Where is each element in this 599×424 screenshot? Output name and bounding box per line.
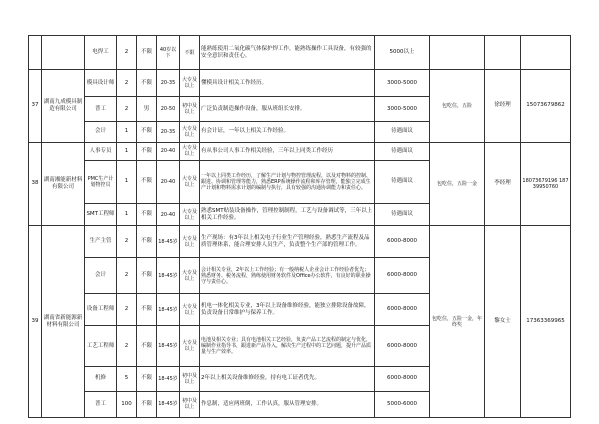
duty-cell: 能熟练使用二氧化碳气体保护焊工作，能熟练操作工具设备，有较强的安全意识和责任心。 — [200, 36, 375, 70]
salary-cell: 6000-8000 — [375, 226, 430, 258]
salary-cell: 6000-8000 — [375, 326, 430, 367]
company-no-cell: 38 — [29, 142, 42, 226]
gender-cell: 不限 — [137, 391, 157, 417]
edu-cell: 大专及以上 — [180, 258, 200, 294]
company-name-cell: 湖南省新能源新材料有限公司 — [42, 226, 85, 418]
duty-cell: 2年以上相关设备维修经验，持有电工证者优先。 — [200, 366, 375, 391]
edu-cell: 大专及以上 — [180, 70, 200, 97]
count-cell: 2 — [117, 70, 137, 97]
gender-cell: 不限 — [137, 70, 157, 97]
post-cell: 生产主管 — [85, 226, 117, 258]
company-no-cell: 37 — [29, 70, 42, 143]
salary-cell: 待遇面议 — [375, 160, 430, 203]
count-cell: 2 — [117, 294, 137, 326]
edu-cell: 初中及以上 — [180, 366, 200, 391]
count-cell: 1 — [117, 122, 137, 142]
gender-cell: 不限 — [137, 203, 157, 226]
salary-cell: 6000-8000 — [375, 258, 430, 294]
edu-cell: 初中及以上 — [180, 391, 200, 417]
post-cell: 普工 — [85, 391, 117, 417]
gender-cell: 不限 — [137, 326, 157, 367]
table-row — [29, 226, 571, 258]
gender-cell: 不限 — [137, 226, 157, 258]
edu-cell: 大专及以上 — [180, 294, 200, 326]
duty-cell: 生产现场：有3年以上相关电子行业生产管理经验，熟悉生产流程及品质管理体系，能合理安排人员生产，负责整个生产部的管理工作。 — [200, 226, 375, 258]
count-cell: 2 — [117, 36, 137, 70]
age-cell: 20-40 — [157, 203, 180, 226]
duty-cell: 有从事公司人事工作相关经验，三年以上同类工作经历 — [200, 142, 375, 160]
age-cell: 20-35 — [157, 122, 180, 142]
contact-cell: 徐经理 — [485, 70, 521, 143]
gender-cell: 男 — [137, 97, 157, 122]
phone-cell: 18073679196 18739950760 — [521, 142, 571, 226]
salary-cell: 6000-8000 — [375, 294, 430, 326]
post-cell: PMC生产计划物控员 — [85, 160, 117, 203]
count-cell: 100 — [117, 391, 137, 417]
post-cell: 会计 — [85, 258, 117, 294]
age-cell: 18-45岁 — [157, 226, 180, 258]
company-no-cell: 39 — [29, 226, 42, 418]
edu-cell: 大专及以上 — [180, 226, 200, 258]
gender-cell: 不限 — [137, 160, 157, 203]
count-cell: 2 — [117, 226, 137, 258]
phone-cell: 15073679862 — [521, 70, 571, 143]
count-cell: 5 — [117, 366, 137, 391]
age-cell: 18-45岁 — [157, 258, 180, 294]
post-cell: 工艺工程师 — [85, 326, 117, 367]
duty-cell: 电池及相关专业；具有电池相关工艺经验，负责产品工艺流程的制定与优化，编制作业指导书，跟进新产品导入，解决生产过程中的工艺问题，提升产品质量与生产效率。 — [200, 326, 375, 367]
age-cell: 20-50 — [157, 97, 180, 122]
salary-cell: 3000-5000 — [375, 70, 430, 97]
post-cell: 普工 — [85, 97, 117, 122]
table-row — [29, 142, 571, 160]
company-name-cell: 湖南湘能新材料有限公司 — [42, 142, 85, 226]
post-cell: 设备工程师 — [85, 294, 117, 326]
edu-cell: 大专及以上 — [180, 160, 200, 203]
age-cell: 18-45岁 — [157, 391, 180, 417]
age-cell: 18-45岁 — [157, 294, 180, 326]
salary-cell: 待遇面议 — [375, 122, 430, 142]
gender-cell: 不限 — [137, 36, 157, 70]
table-row — [29, 70, 571, 97]
benefit-cell: 包吃住，五险一金，年终奖 — [430, 226, 485, 418]
duty-cell: 作息制，适应两班倒，工作认真，服从管理安排。 — [200, 391, 375, 417]
gender-cell: 不限 — [137, 366, 157, 391]
edu-cell: 大专及以上 — [180, 142, 200, 160]
duty-cell: 机电一体化相关专业，3年以上设备维修经验，能独立排除设备故障，负责设备日常维护与保养工作。 — [200, 294, 375, 326]
post-cell: 会计 — [85, 122, 117, 142]
benefit-cell: 包吃住，五险一金 — [430, 142, 485, 226]
table-row — [29, 36, 571, 70]
salary-cell: 待遇面议 — [375, 142, 430, 160]
benefit-cell: 包吃住，五险 — [430, 70, 485, 143]
age-cell: 18-45岁 — [157, 326, 180, 367]
edu-cell: 大专及以上 — [180, 122, 200, 142]
salary-cell: 6000-8000 — [375, 366, 430, 391]
phone-cell: 17363369965 — [521, 226, 571, 418]
count-cell: 1 — [117, 160, 137, 203]
count-cell: 1 — [117, 142, 137, 160]
post-cell: 电焊工 — [85, 36, 117, 70]
company-name-cell: 湖南九成模具制造有限公司 — [42, 70, 85, 143]
age-cell: 20-40 — [157, 160, 180, 203]
benefit-cell — [430, 36, 485, 70]
post-cell: 机修 — [85, 366, 117, 391]
count-cell: 2 — [117, 258, 137, 294]
edu-cell: 不限 — [180, 36, 200, 70]
post-cell: 人事专员 — [85, 142, 117, 160]
post-cell: 模具设计师 — [85, 70, 117, 97]
contact-cell: 黎女士 — [485, 226, 521, 418]
gender-cell: 不限 — [137, 258, 157, 294]
company-no-cell — [29, 36, 42, 70]
contact-cell: 李经理 — [485, 142, 521, 226]
duty-cell: 有会计证，一年以上相关工作经验。 — [200, 122, 375, 142]
edu-cell: 大专及以上 — [180, 203, 200, 226]
phone-cell — [521, 36, 571, 70]
salary-cell: 3000-5000 — [375, 97, 430, 122]
age-cell: 20-40 — [157, 142, 180, 160]
duty-cell: 熟悉SMT贴装设备操作，管理控制制程，工艺与设备调试等，三年以上相关工作经验。 — [200, 203, 375, 226]
count-cell: 1 — [117, 203, 137, 226]
edu-cell: 大专及以上 — [180, 326, 200, 367]
age-cell: 40岁以下 — [157, 36, 180, 70]
company-name-cell — [42, 36, 85, 70]
duty-cell: 一年以上同类工作经历，了解生产计划与物控管理流程，以及对物料的控制、跟进、协调和管理等能力，熟悉ERP系统操作流程和库存管理，能独立完成生产计划和物料需求计划的编制与执行，具有较强的沟通协调能力和责任心。 — [200, 160, 375, 203]
duty-cell: 会计相关专业，2年以上工作经验；有一般纳税人企业会计工作经验者优先；熟悉财务、税务流程，熟练使用财务软件及Office办公软件，有良好的职业操守与责任心。 — [200, 258, 375, 294]
age-cell: 20-35 — [157, 70, 180, 97]
age-cell: 18-45岁 — [157, 366, 180, 391]
count-cell: 2 — [117, 326, 137, 367]
salary-cell: 5000以上 — [375, 36, 430, 70]
job-listing-table — [28, 35, 571, 418]
edu-cell: 初中及以上 — [180, 97, 200, 122]
count-cell: 2 — [117, 97, 137, 122]
duty-cell: 广泛负责制造操作设备，服从班组长安排。 — [200, 97, 375, 122]
gender-cell: 不限 — [137, 142, 157, 160]
duty-cell: 懂模具设计相关工作经历。 — [200, 70, 375, 97]
salary-cell: 待遇面议 — [375, 203, 430, 226]
contact-cell — [485, 36, 521, 70]
gender-cell: 不限 — [137, 294, 157, 326]
salary-cell: 5000-6000 — [375, 391, 430, 417]
gender-cell: 不限 — [137, 122, 157, 142]
post-cell: SMT工程师 — [85, 203, 117, 226]
